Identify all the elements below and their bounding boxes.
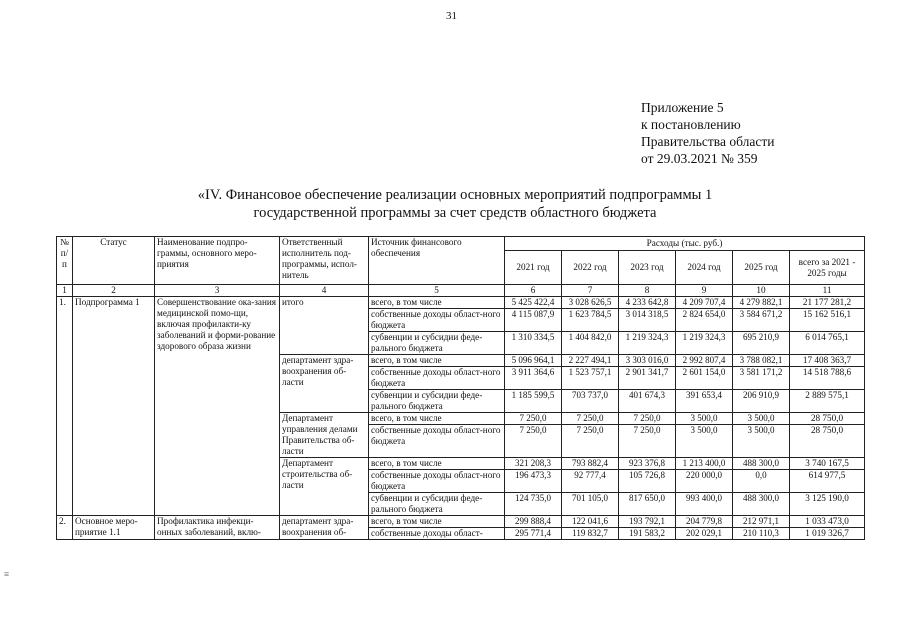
margin-mark: ≡ [4,569,10,579]
col-number: 1 [57,285,73,297]
col-number: 5 [369,285,505,297]
header-row [57,237,865,251]
value-cell: 2 601 154,0 [676,367,733,390]
row-source: субвенции и субсидии феде-рального бюджета [369,493,505,516]
row-source: всего, в том числе [369,413,505,425]
row-name: Совершенствование ока-зания медицинской помо-щи, включая профилакти-ку заболеваний и форми-рование здорового образа жизни [155,297,280,516]
header-source: Источник финансового обеспечения [369,237,505,285]
value-cell: 3 740 167,5 [790,458,865,470]
value-cell: 202 029,1 [676,528,733,540]
value-cell: 196 473,3 [505,470,562,493]
header-num: № п/п [57,237,73,285]
value-cell: 614 977,5 [790,470,865,493]
header-expenses: Расходы (тыс. руб.) [505,237,865,251]
value-cell: 923 376,8 [619,458,676,470]
appendix-line-3: Правительства области [641,134,775,149]
row-source: собственные доходы област-ного бюджета [369,425,505,458]
value-cell: 401 674,3 [619,390,676,413]
row-source: всего, в том числе [369,516,505,528]
row-source: собственные доходы област-ного бюджета [369,309,505,332]
value-cell: 2 227 494,1 [562,355,619,367]
column-number-row [57,285,865,297]
value-cell: 695 210,9 [733,332,790,355]
row-name: Профилактика инфекци-онных заболеваний, вклю- [155,516,280,540]
col-number: 11 [790,285,865,297]
value-cell: 295 771,4 [505,528,562,540]
row-executor: Департамент управления делами Правительства об-ласти [280,413,369,458]
table-row [57,297,865,309]
row-source: собственные доходы област-ного бюджета [369,470,505,493]
value-cell: 7 250,0 [505,425,562,458]
row-executor: департамент здра-воохранения об-ласти [280,355,369,413]
value-cell: 1 404 842,0 [562,332,619,355]
value-cell: 3 788 082,1 [733,355,790,367]
value-cell: 391 653,4 [676,390,733,413]
col-number: 9 [676,285,733,297]
col-number: 10 [733,285,790,297]
value-cell: 7 250,0 [619,425,676,458]
value-cell: 191 583,2 [619,528,676,540]
value-cell: 28 750,0 [790,413,865,425]
value-cell: 1 185 599,5 [505,390,562,413]
value-cell: 17 408 363,7 [790,355,865,367]
row-source: субвенции и субсидии феде-рального бюджета [369,332,505,355]
appendix-line-4: от 29.03.2021 № 359 [641,151,758,166]
value-cell: 92 777,4 [562,470,619,493]
row-number: 2. [57,516,73,540]
value-cell: 993 400,0 [676,493,733,516]
value-cell: 4 279 882,1 [733,297,790,309]
value-cell: 2 824 654,0 [676,309,733,332]
header-status: Статус [73,237,155,285]
value-cell: 3 014 318,5 [619,309,676,332]
col-number: 4 [280,285,369,297]
document-title [150,186,760,222]
value-cell: 204 779,8 [676,516,733,528]
row-executor: департамент здра-воохранения об- [280,516,369,540]
value-cell: 15 162 516,1 [790,309,865,332]
header-executor: Ответственный исполнитель под-программы, испол-нитель [280,237,369,285]
appendix-line-1: Приложение 5 [641,100,724,115]
value-cell: 119 832,7 [562,528,619,540]
value-cell: 7 250,0 [619,413,676,425]
value-cell: 4 115 087,9 [505,309,562,332]
header-name: Наименование подпро-граммы, основного меро-приятия [155,237,280,285]
value-cell: 3 581 171,2 [733,367,790,390]
value-cell: 122 041,6 [562,516,619,528]
value-cell: 2 889 575,1 [790,390,865,413]
value-cell: 210 110,3 [733,528,790,540]
value-cell: 3 125 190,0 [790,493,865,516]
value-cell: 7 250,0 [505,413,562,425]
col-number: 6 [505,285,562,297]
value-cell: 0,0 [733,470,790,493]
value-cell: 1 523 757,1 [562,367,619,390]
value-cell: 28 750,0 [790,425,865,458]
value-cell: 1 033 473,0 [790,516,865,528]
row-source: всего, в том числе [369,355,505,367]
table-row [57,516,865,528]
value-cell: 488 300,0 [733,458,790,470]
title-line-2: государственной программы за счет средств областного бюджета [253,205,657,221]
header-year-2024: 2024 год [676,251,733,285]
header-year-2022: 2022 год [562,251,619,285]
col-number: 2 [73,285,155,297]
value-cell: 124 735,0 [505,493,562,516]
row-status: Основное меро-приятие 1.1 [73,516,155,540]
row-number: 1. [57,297,73,516]
row-status: Подпрограмма 1 [73,297,155,516]
value-cell: 817 650,0 [619,493,676,516]
header-year-2021: 2021 год [505,251,562,285]
value-cell: 488 300,0 [733,493,790,516]
value-cell: 4 209 707,4 [676,297,733,309]
value-cell: 793 882,4 [562,458,619,470]
row-executor: итого [280,297,369,355]
value-cell: 321 208,3 [505,458,562,470]
value-cell: 212 971,1 [733,516,790,528]
col-number: 7 [562,285,619,297]
row-executor: Департамент строительства об-ласти [280,458,369,516]
value-cell: 3 500,0 [676,425,733,458]
value-cell: 105 726,8 [619,470,676,493]
value-cell: 1 213 400,0 [676,458,733,470]
value-cell: 220 000,0 [676,470,733,493]
page-number: 31 [446,10,457,22]
value-cell: 5 096 964,1 [505,355,562,367]
value-cell: 299 888,4 [505,516,562,528]
title-line-1: «IV. Финансовое обеспечение реализации основных мероприятий подпрограммы 1 [197,187,713,203]
value-cell: 3 500,0 [733,413,790,425]
value-cell: 6 014 765,1 [790,332,865,355]
value-cell: 21 177 281,2 [790,297,865,309]
value-cell: 1 623 784,5 [562,309,619,332]
col-number: 8 [619,285,676,297]
value-cell: 3 500,0 [676,413,733,425]
value-cell: 5 425 422,4 [505,297,562,309]
value-cell: 703 737,0 [562,390,619,413]
value-cell: 1 310 334,5 [505,332,562,355]
value-cell: 1 019 326,7 [790,528,865,540]
row-source: субвенции и субсидии феде-рального бюджета [369,390,505,413]
value-cell: 3 584 671,2 [733,309,790,332]
value-cell: 701 105,0 [562,493,619,516]
value-cell: 7 250,0 [562,425,619,458]
value-cell: 4 233 642,8 [619,297,676,309]
col-number: 3 [155,285,280,297]
row-source: всего, в том числе [369,297,505,309]
value-cell: 193 792,1 [619,516,676,528]
appendix-block [641,99,774,167]
value-cell: 2 901 341,7 [619,367,676,390]
value-cell: 206 910,9 [733,390,790,413]
header-total: всего за 2021 - 2025 годы [790,251,865,285]
value-cell: 3 303 016,0 [619,355,676,367]
appendix-line-2: к постановлению [641,117,741,132]
value-cell: 1 219 324,3 [676,332,733,355]
header-year-2023: 2023 год [619,251,676,285]
value-cell: 3 500,0 [733,425,790,458]
financing-table [56,236,865,540]
row-source: всего, в том числе [369,458,505,470]
header-year-2025: 2025 год [733,251,790,285]
row-source: собственные доходы област- [369,528,505,540]
value-cell: 3 028 626,5 [562,297,619,309]
value-cell: 1 219 324,3 [619,332,676,355]
row-source: собственные доходы област-ного бюджета [369,367,505,390]
value-cell: 14 518 788,6 [790,367,865,390]
value-cell: 7 250,0 [562,413,619,425]
value-cell: 3 911 364,6 [505,367,562,390]
value-cell: 2 992 807,4 [676,355,733,367]
